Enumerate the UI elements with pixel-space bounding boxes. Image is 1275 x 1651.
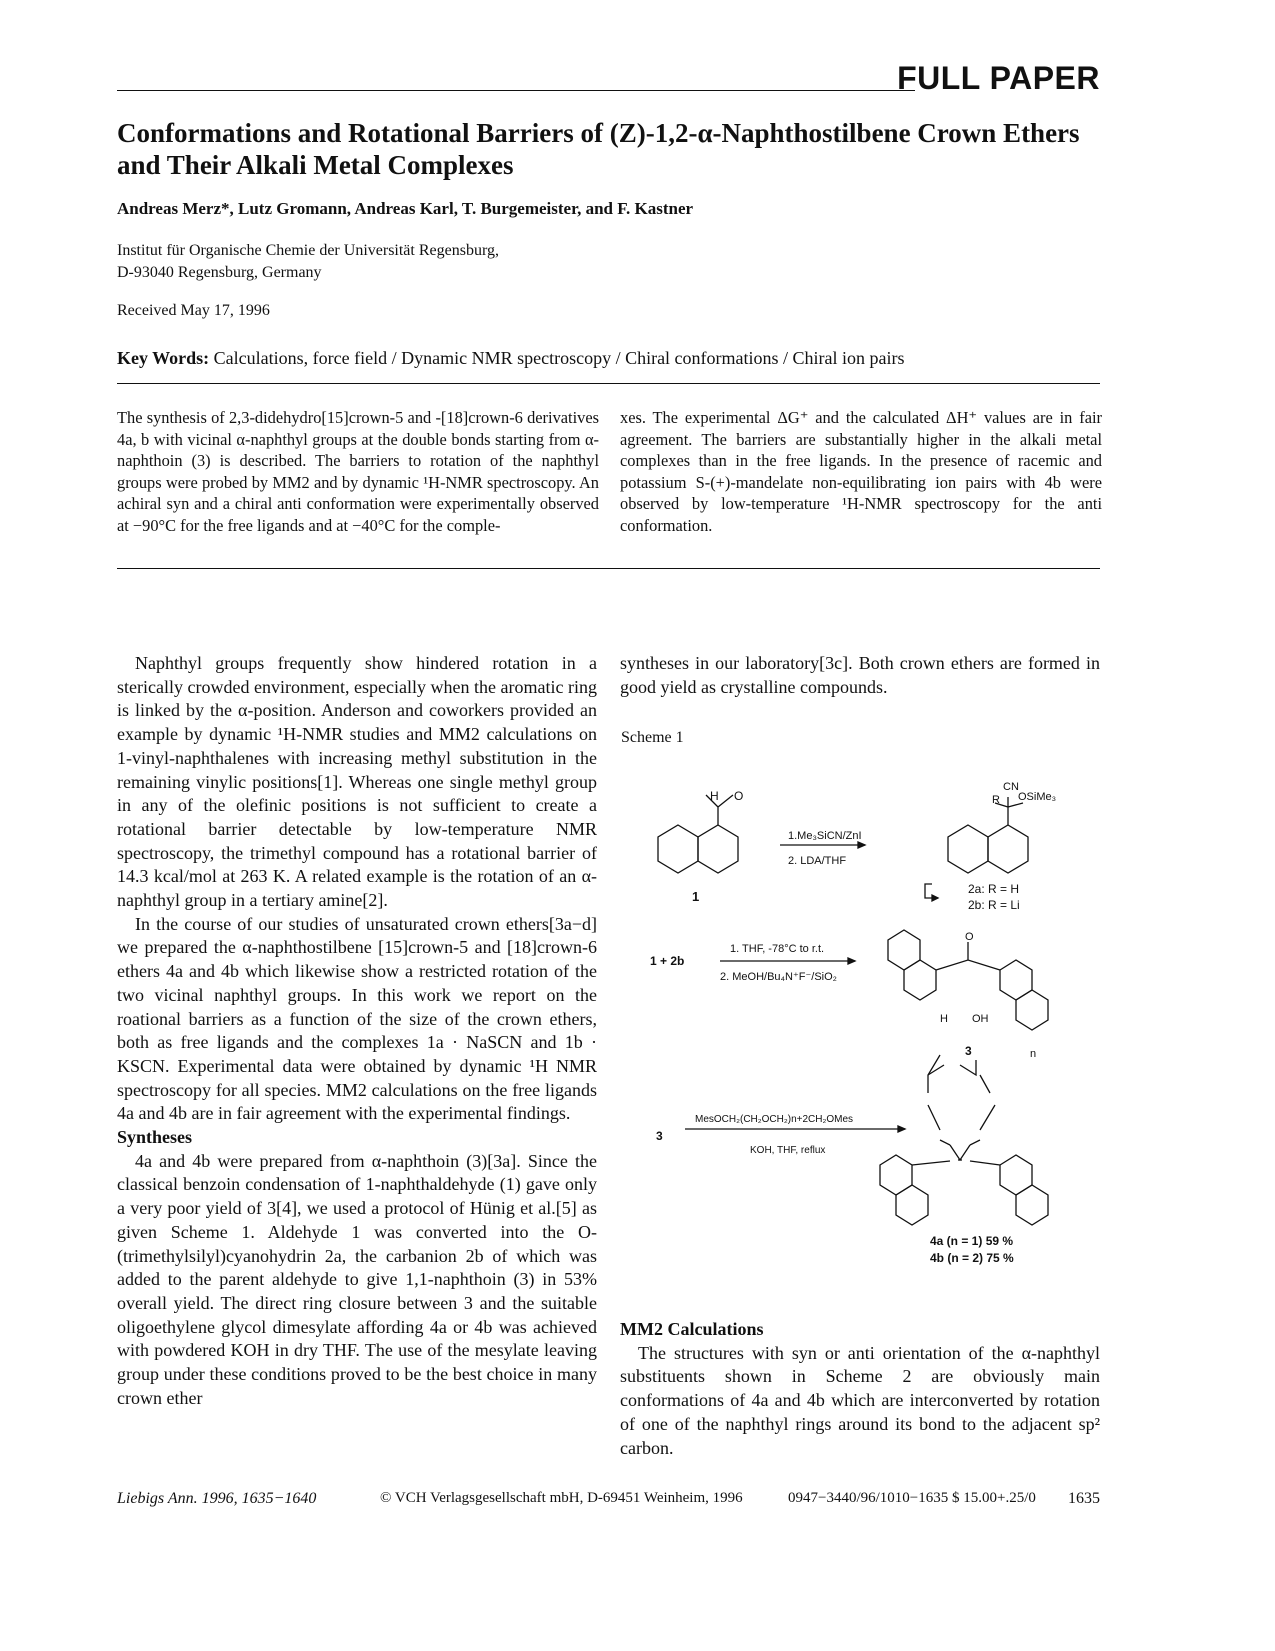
yield-4b: 4b (n = 2) 75 % [930,1251,1014,1265]
naphthalene-1 [658,795,738,873]
paragraph-mm2: The structures with syn or anti orientation of the α-naphthyl substituents shown in Scheme 2 are obviously main conformations of 4a and 4b which are interconverted by rotation of one of the naphthyl rings around its bond to the adjacent sp² carbon. [620,1342,1100,1458]
abstract-column-1: The synthesis of 2,3-didehydro[15]crown-5 and -[18]crown-6 derivatives 4a, b with vicinal α-naphthyl groups at the double bonds starting from α-naphthoin (3) is described. The barriers to rotation of the naphthyl groups were probed by MM2 and by dynamic ¹H-NMR spectroscopy. An achiral syn and a chiral anti conformation were experimentally observed at −90°C for the free ligands and at −40°C for the comple- [117,408,599,535]
naphthalene-2 [948,797,1028,873]
paragraph-intro: Naphthyl groups frequently show hindered rotation in a sterically crowded environment, especially when the aromatic ring is linked by the α-position. Anderson and coworkers provided an example by dynamic ¹H-NMR studies and MM2 calculations on 1-vinyl-naphthalenes with increasing methyl substitution in the remaining vinylic positions[1]. Whereas one single methyl group in any of the olefinic positions is not sufficient to create a rotational barrier detectable by low-temperature NMR spectroscopy, the trimethyl compound has a rotational barrier of 14.3 kcal/mol at 263 K. A related example is the rotation of an α-naphthyl group in a tertiary amine[2]. [117,653,597,911]
paragraph-crown-ethers: In the course of our studies of unsaturated crown ethers[3a−d] we prepared the α-naphthostilbene [15]crown-5 and [18]crown-6 ethers 4a and 4b which likewise show a restricted rotation of the two vicinal naphthyl groups. In this work we report on the roational barriers as a function of the size of the crown ethers, both as free ligands and the complexes 1a · NaSCN and 1b · KSCN. Experimental data were obtained by dynamic ¹H NMR spectroscopy for all species. MM2 calculations on the free ligands 4a and 4b are in fair agreement with the experimental findings. [117,913,597,1124]
abstract-top-rule [117,383,1100,384]
ketone-o: O [965,931,974,943]
crown-ether-4 [880,1055,1048,1225]
n-label: n [1030,1048,1037,1060]
reagent-3b: KOH, THF, reflux [750,1145,826,1156]
compound-2b-label: 2b: R = Li [968,898,1020,912]
compound-2a-label: 2a: R = H [968,882,1020,896]
compound-1-label: 1 [692,889,700,904]
r-group-label: R [992,794,1000,806]
scheme-1-diagram [620,770,1100,1280]
aldehyde-o: O [734,789,744,803]
body-left-column [117,652,597,1411]
footer-page-number: 1635 [1068,1490,1100,1507]
keywords-label: Key Words: [117,348,210,368]
authors: Andreas Merz*, Lutz Gromann, Andreas Karl, T. Burgemeister, and F. Kastner [117,199,694,218]
compound-3-label: 3 [965,1044,972,1058]
body-right-column-bottom [620,1318,1100,1460]
yield-4a: 4a (n = 1) 59 % [930,1234,1014,1248]
osime3-label: OSiMe₃ [1018,791,1057,803]
hydroxy-h: H [940,1013,948,1025]
scheme-label: Scheme 1 [621,729,684,746]
abstract-bottom-rule [117,568,1100,569]
reagent-1b: 2. LDA/THF [788,855,847,867]
footer-journal: Liebigs Ann. 1996, 1635−1640 [117,1490,317,1507]
paragraph-syntheses: 4a and 4b were prepared from α-naphthoin (3)[3a]. Since the classical benzoin condensation of 1-naphthaldehyde (1) gave only a very poor yield of 3[4], we used a protocol of Hünig et al.[5] as given Scheme 1. Aldehyde 1 was converted into the O-(trimethylsilyl)cyanohydrin 2a, the carbanion 2b of which was added to the parent aldehyde to give 1,1-naphthoin (3) in 53% overall yield. The direct ring closure between 3 and the suitable oligoethylene glycol dimesylate affording 4a or 4b was achieved with powdered KOH in dry THF. The use of the mesylate leaving group under these conditions proved to be the best choice in many crown ether [117,1150,597,1408]
abstract-column-2: xes. The experimental ΔG⁺ and the calculated ΔH⁺ values are in fair agreement. The barriers are substantially higher in the alkali metal complexes than in the free ligands. In the presence of racemic and potassium S-(+)-mandelate non-equilibrating ion pairs with 4b were observed by low-temperature ¹H-NMR spectroscopy for the anti conformation. [620,408,1102,535]
heading-mm2: MM2 Calculations [620,1319,764,1339]
reactant-3: 3 [656,1129,663,1143]
keywords-text: Calculations, force field / Dynamic NMR spectroscopy / Chiral conformations / Chiral ion pairs [213,348,905,368]
section-label: FULL PAPER [897,60,1100,96]
cn-label: CN [1003,781,1019,793]
affiliation-line-1: Institut für Organische Chemie der Universität Regensburg, [117,242,499,259]
article-title: Conformations and Rotational Barriers of (Z)-1,2-α-Naphthostilbene Crown Ethers and Their Alkali Metal Complexes [117,118,1080,180]
keywords [117,348,905,369]
affiliation [117,240,499,284]
reagent-2a: 1. THF, -78°C to r.t. [730,943,825,955]
header-rule [117,90,915,91]
reagent-2b: 2. MeOH/Bu₄N⁺F⁻/SiO₂ [720,971,837,983]
hydroxy-oh: OH [972,1013,989,1025]
naphthoin-3 [888,930,1048,1030]
reagent-3a: MesOCH₂(CH₂OCH₂)n+2CH₂OMes [695,1114,854,1125]
affiliation-line-2: D-93040 Regensburg, Germany [117,264,322,281]
body-right-column-top [620,652,1100,699]
paragraph-syntheses-cont: syntheses in our laboratory[3c]. Both crown ethers are formed in good yield as crystalline compounds. [620,653,1100,697]
received-date: Received May 17, 1996 [117,302,270,319]
reactants-1-2b: 1 + 2b [650,954,685,968]
footer-publisher: © VCH Verlagsgesellschaft mbH, D-69451 Weinheim, 1996 [380,1490,743,1506]
footer-code: 0947−3440/96/1010−1635 $ 15.00+.25/0 [788,1490,1036,1506]
reagent-1a: 1.Me₃SiCN/ZnI [788,830,862,842]
aldehyde-h: H [710,789,719,803]
heading-syntheses: Syntheses [117,1127,193,1148]
